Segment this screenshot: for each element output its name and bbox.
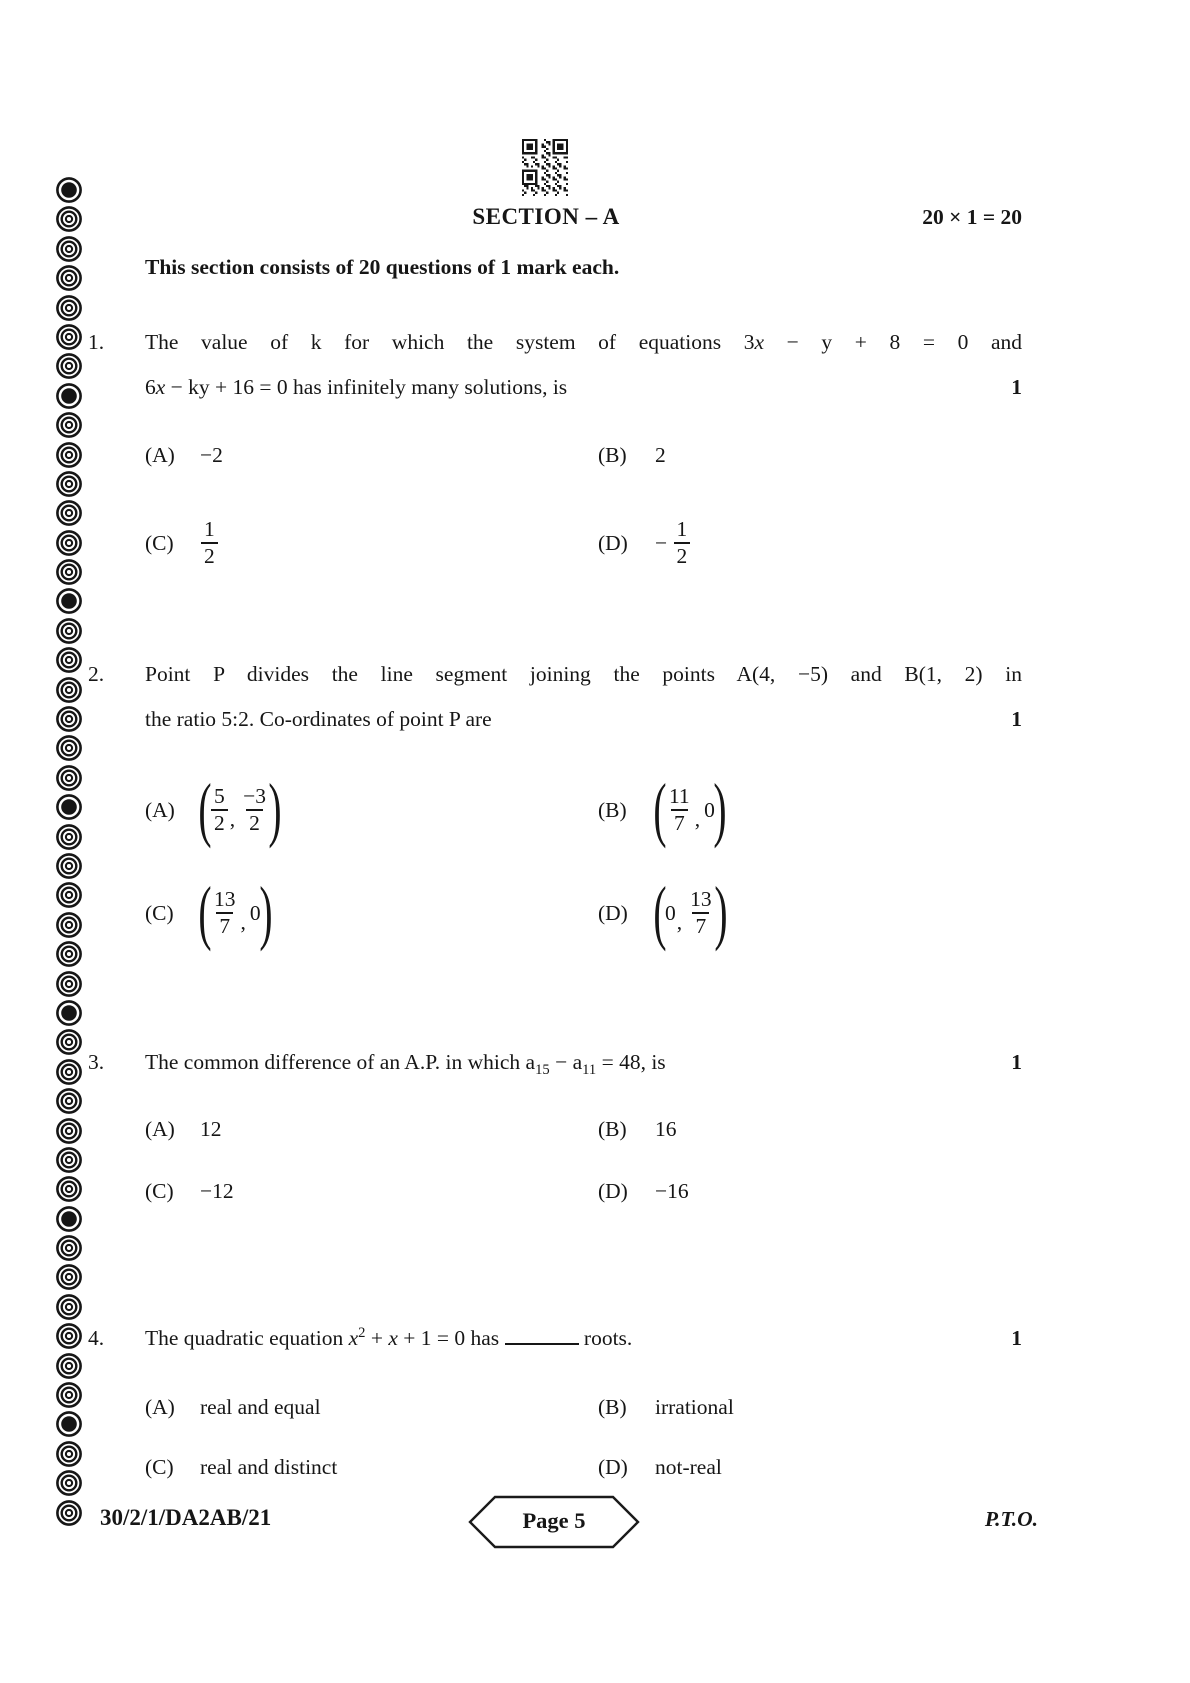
option-value: not-real xyxy=(655,1454,722,1479)
margin-decoration xyxy=(56,177,82,1526)
filled-ring-icon xyxy=(56,1000,82,1026)
question-marks: 1 xyxy=(1011,707,1022,731)
ring-icon xyxy=(56,1088,82,1114)
question-3 xyxy=(88,1040,1022,1085)
ring-icon xyxy=(56,1470,82,1496)
option-label: (A) xyxy=(145,442,175,467)
page-number-hexagon xyxy=(468,1495,640,1551)
filled-ring-icon xyxy=(56,383,82,409)
option-label: (B) xyxy=(598,1394,627,1419)
option-value: real and distinct xyxy=(200,1454,338,1479)
ring-icon xyxy=(56,677,82,703)
option-value: 2 xyxy=(655,442,666,467)
filled-ring-icon xyxy=(56,794,82,820)
question-text xyxy=(145,320,1022,410)
ring-icon xyxy=(56,882,82,908)
question-number: 1. xyxy=(88,330,105,354)
ring-icon xyxy=(56,1382,82,1408)
option-label: (C) xyxy=(145,1178,174,1203)
question-text xyxy=(145,1316,1022,1361)
question-number: 2. xyxy=(88,662,105,686)
ring-icon xyxy=(56,530,82,556)
question-1 xyxy=(88,320,1022,410)
question-1-options-row-1 xyxy=(145,438,845,472)
ring-icon xyxy=(56,1441,82,1467)
option-value: −16 xyxy=(655,1178,689,1203)
ring-icon xyxy=(56,971,82,997)
option-value: −12 xyxy=(200,1178,234,1203)
option-label: (A) xyxy=(145,1394,175,1419)
ring-icon xyxy=(56,206,82,232)
question-marks: 1 xyxy=(1011,1326,1022,1350)
ring-icon xyxy=(56,353,82,379)
ring-icon xyxy=(56,1294,82,1320)
question-text xyxy=(145,652,1022,742)
question-2 xyxy=(88,652,1022,742)
question-text-line: The quadratic equation $x^2 + x + 1 = 0$ has roots. xyxy=(145,1324,633,1350)
ring-icon xyxy=(56,618,82,644)
ring-icon xyxy=(56,941,82,967)
qr-code xyxy=(522,139,568,196)
question-marks: 1 xyxy=(1011,375,1022,399)
option-value: ( $\frac{5}{2}$ , $\frac{-3}{2}$ ) xyxy=(198,769,282,850)
option-value: 16 xyxy=(655,1116,677,1141)
filled-ring-icon xyxy=(56,1206,82,1232)
ring-icon xyxy=(56,765,82,791)
question-text xyxy=(145,1040,1022,1085)
question-2-options-row-1 xyxy=(145,768,845,852)
ring-icon xyxy=(56,1029,82,1055)
question-text-line: The value of k for which the system of equations 3x − y + 8 = 0 and xyxy=(145,330,1022,354)
option-value: ( 0 , $\frac{13}{7}$ ) xyxy=(653,872,728,953)
option-label: (D) xyxy=(598,530,628,555)
question-text-line: The common difference of an A.P. in which $a_{15} - a_{11} = 48$, is xyxy=(145,1050,666,1079)
ring-icon xyxy=(56,1176,82,1202)
ring-icon xyxy=(56,706,82,732)
option-label: (B) xyxy=(598,797,627,822)
ring-icon xyxy=(56,295,82,321)
question-2-options-row-2 xyxy=(145,871,845,955)
page-number: Page 5 xyxy=(522,1508,586,1533)
option-label: (C) xyxy=(145,1454,174,1479)
ring-icon xyxy=(56,265,82,291)
option-label: (C) xyxy=(145,900,174,925)
ring-icon xyxy=(56,824,82,850)
question-3-options-row-1 xyxy=(145,1112,845,1146)
ring-icon xyxy=(56,1118,82,1144)
question-1-options-row-2 xyxy=(145,498,845,588)
section-title: SECTION – A xyxy=(472,204,620,229)
question-4-options-row-2 xyxy=(145,1450,845,1484)
question-text-line: Point P divides the line segment joining the points A(4, −5) and B(1, 2) in xyxy=(145,662,1022,686)
paper-code: 30/2/1/DA2AB/21 xyxy=(100,1505,272,1530)
ring-icon xyxy=(56,236,82,262)
ring-icon xyxy=(56,1147,82,1173)
ring-icon xyxy=(56,1264,82,1290)
option-value: 12 xyxy=(200,1116,222,1141)
option-label: (B) xyxy=(598,442,627,467)
option-label: (B) xyxy=(598,1116,627,1141)
ring-icon xyxy=(56,1353,82,1379)
ring-icon xyxy=(56,324,82,350)
question-text-line: 6x − ky + 16 = 0 has infinitely many solutions, is xyxy=(145,375,568,399)
ring-icon xyxy=(56,442,82,468)
option-value: ( $\frac{13}{7}$ , 0 ) xyxy=(198,872,273,953)
filled-ring-icon xyxy=(56,1411,82,1437)
option-value: irrational xyxy=(655,1394,734,1419)
ring-icon xyxy=(56,500,82,526)
ring-icon xyxy=(56,1235,82,1261)
ring-icon xyxy=(56,1059,82,1085)
pto-label: P.T.O. xyxy=(984,1507,1038,1531)
question-4 xyxy=(88,1316,1022,1361)
question-4-options-row-1 xyxy=(145,1390,845,1424)
option-value: −2 xyxy=(200,442,223,467)
option-label: (A) xyxy=(145,1116,175,1141)
option-label: (D) xyxy=(598,1178,628,1203)
question-marks: 1 xyxy=(1011,1050,1022,1074)
ring-icon xyxy=(56,1323,82,1349)
option-label: (C) xyxy=(145,530,174,555)
option-value: $\frac{1}{2}$ xyxy=(200,517,598,570)
option-value: − $\frac{1}{2}$ xyxy=(655,517,845,570)
filled-ring-icon xyxy=(56,177,82,203)
ring-icon xyxy=(56,735,82,761)
ring-icon xyxy=(56,853,82,879)
ring-icon xyxy=(56,647,82,673)
question-text-line: the ratio 5:2. Co-ordinates of point P are xyxy=(145,707,492,731)
question-3-options-row-2 xyxy=(145,1174,845,1208)
ring-icon xyxy=(56,471,82,497)
ring-icon xyxy=(56,559,82,585)
option-value: ( $\frac{11}{7}$ , 0 ) xyxy=(653,769,727,850)
section-instruction: This section consists of 20 questions of 1 mark each. xyxy=(145,255,620,279)
question-number: 3. xyxy=(88,1050,105,1074)
question-number: 4. xyxy=(88,1326,105,1350)
option-label: (D) xyxy=(598,900,628,925)
option-label: (D) xyxy=(598,1454,628,1479)
ring-icon xyxy=(56,912,82,938)
option-value: real and equal xyxy=(200,1394,321,1419)
ring-icon xyxy=(56,1500,82,1526)
marks-scheme: 20 × 1 = 20 xyxy=(922,205,1022,229)
ring-icon xyxy=(56,412,82,438)
option-label: (A) xyxy=(145,797,175,822)
filled-ring-icon xyxy=(56,588,82,614)
